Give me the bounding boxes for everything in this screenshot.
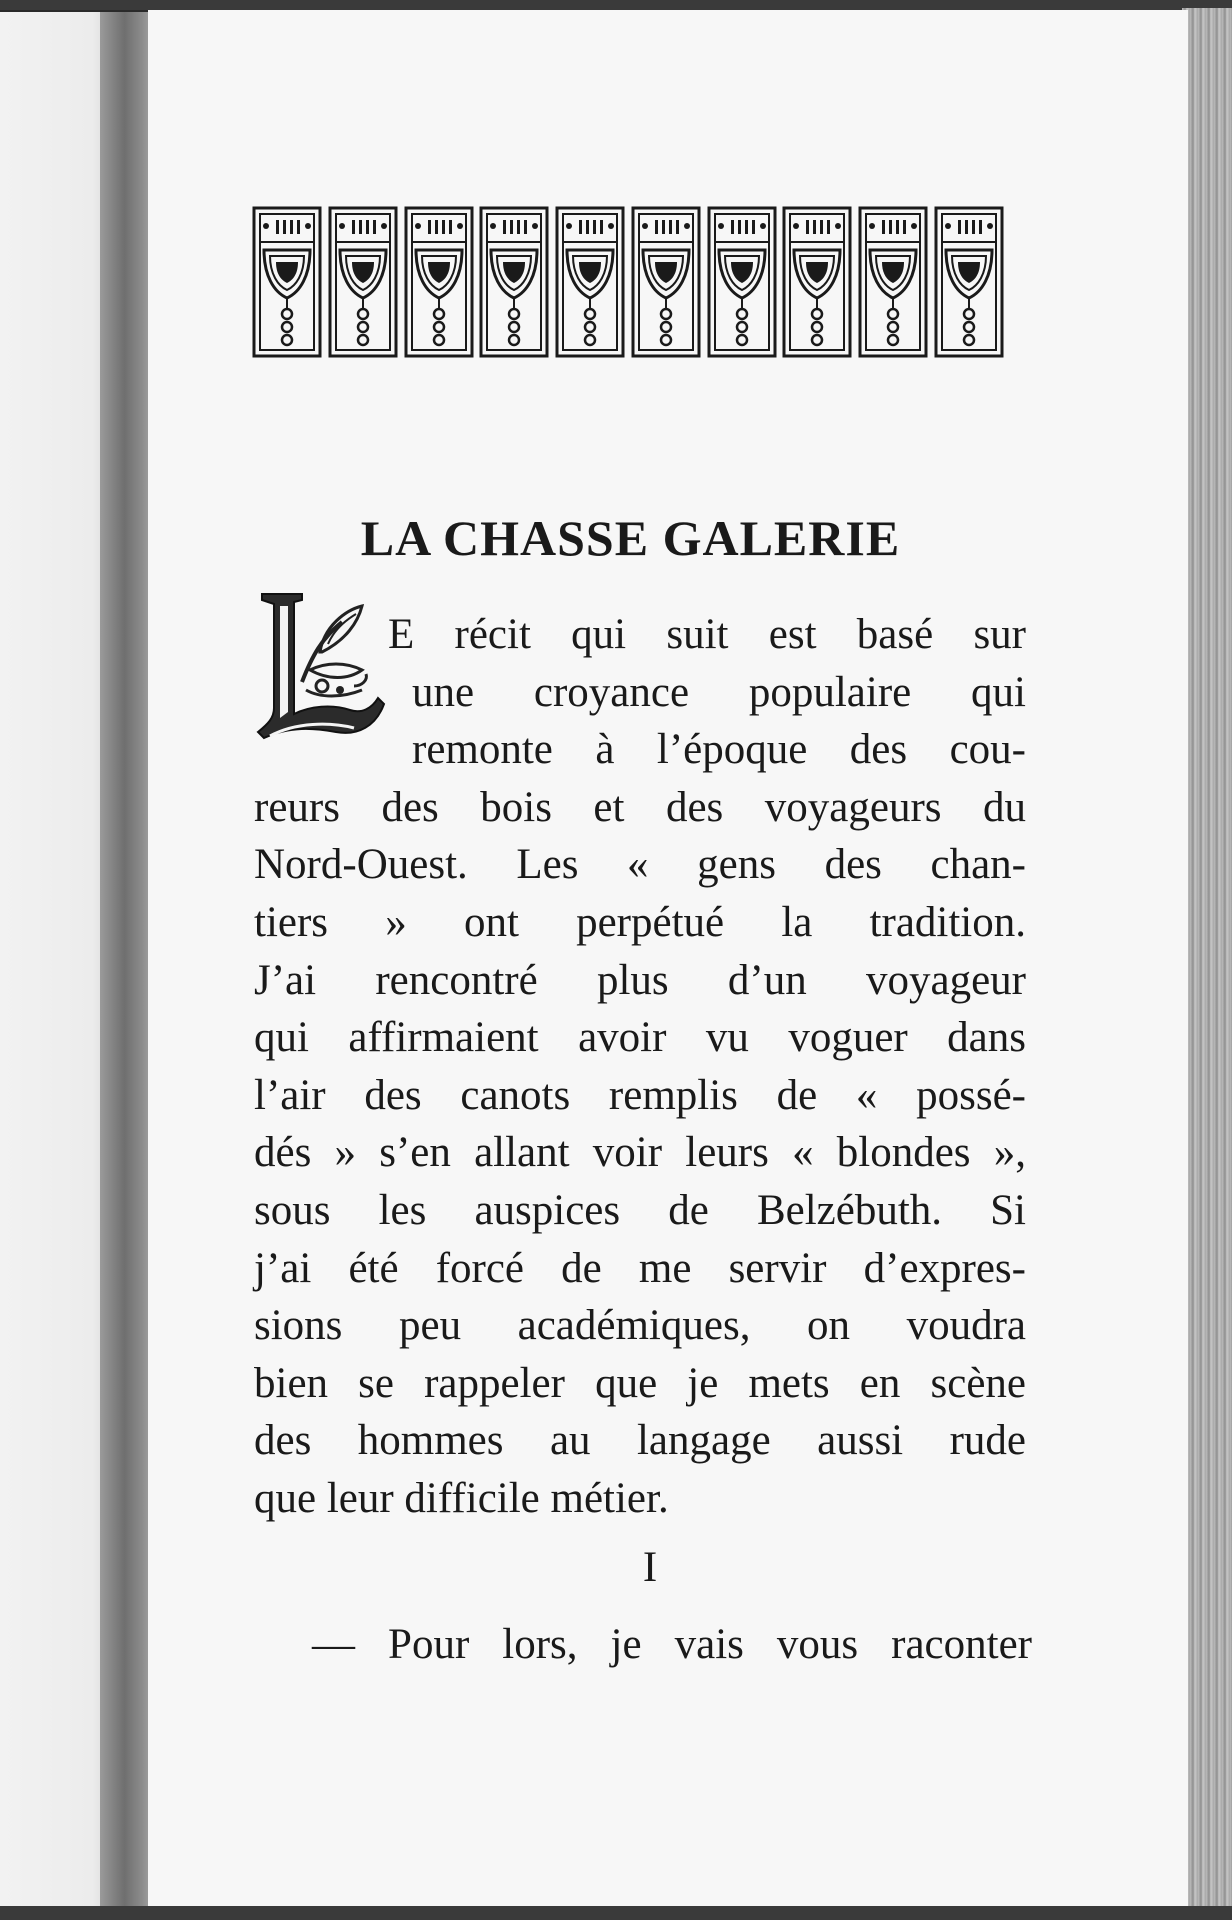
text-line: remonte à l’époque des cou- — [412, 726, 1026, 774]
intro-paragraph — [254, 606, 1026, 1528]
text-line: sions peu académiques, on voudra — [254, 1302, 1026, 1350]
text-line: l’air des canots remplis de « possé- — [254, 1071, 1026, 1119]
text-line: reurs des bois et des voyageurs du — [254, 783, 1026, 831]
chapter-title: LA CHASSE GALERIE — [360, 509, 901, 566]
decorative-headpiece — [252, 206, 1004, 358]
text-line: Nord-Ouest. Les « gens des chan- — [254, 841, 1026, 889]
page-edges — [1182, 8, 1232, 1912]
headpiece-tile-icon — [479, 206, 549, 358]
headpiece-tile-icon — [631, 206, 701, 358]
headpiece-tile-icon — [252, 206, 322, 358]
headpiece-tile-icon — [934, 206, 1004, 358]
headpiece-tile-icon — [858, 206, 928, 358]
headpiece-tile-icon — [782, 206, 852, 358]
text-line: une croyance populaire qui — [412, 668, 1026, 716]
section-number: I — [642, 1544, 658, 1591]
headpiece-tile-icon — [707, 206, 777, 358]
scan-top-border — [0, 0, 1232, 10]
text-line: J’ai rencontré plus d’un voyageur — [254, 956, 1026, 1004]
text-line: que leur difficile métier. — [254, 1474, 669, 1522]
text-line: bien se rappeler que je mets en scène — [254, 1359, 1026, 1407]
text-line: tiers » ont perpétué la tradition. — [254, 898, 1026, 946]
text-line: E récit qui suit est basé sur — [388, 611, 1026, 658]
text-line: qui affirmaient avoir vu voguer dans — [254, 1014, 1026, 1062]
text-line: des hommes au langage aussi rude — [254, 1417, 1026, 1465]
text-line: dés » s’en allant voir leurs « blondes », — [254, 1129, 1026, 1177]
headpiece-tile-icon — [404, 206, 474, 358]
text-line: j’ai été forcé de me servir d’expres- — [254, 1244, 1026, 1292]
section-first-line: — Pour lors, je vais vous raconter — [312, 1621, 1032, 1668]
text-line: sous les auspices de Belzébuth. Si — [254, 1186, 1026, 1234]
scan-bottom-border — [0, 1906, 1232, 1920]
headpiece-tile-icon — [555, 206, 625, 358]
headpiece-tile-icon — [328, 206, 398, 358]
